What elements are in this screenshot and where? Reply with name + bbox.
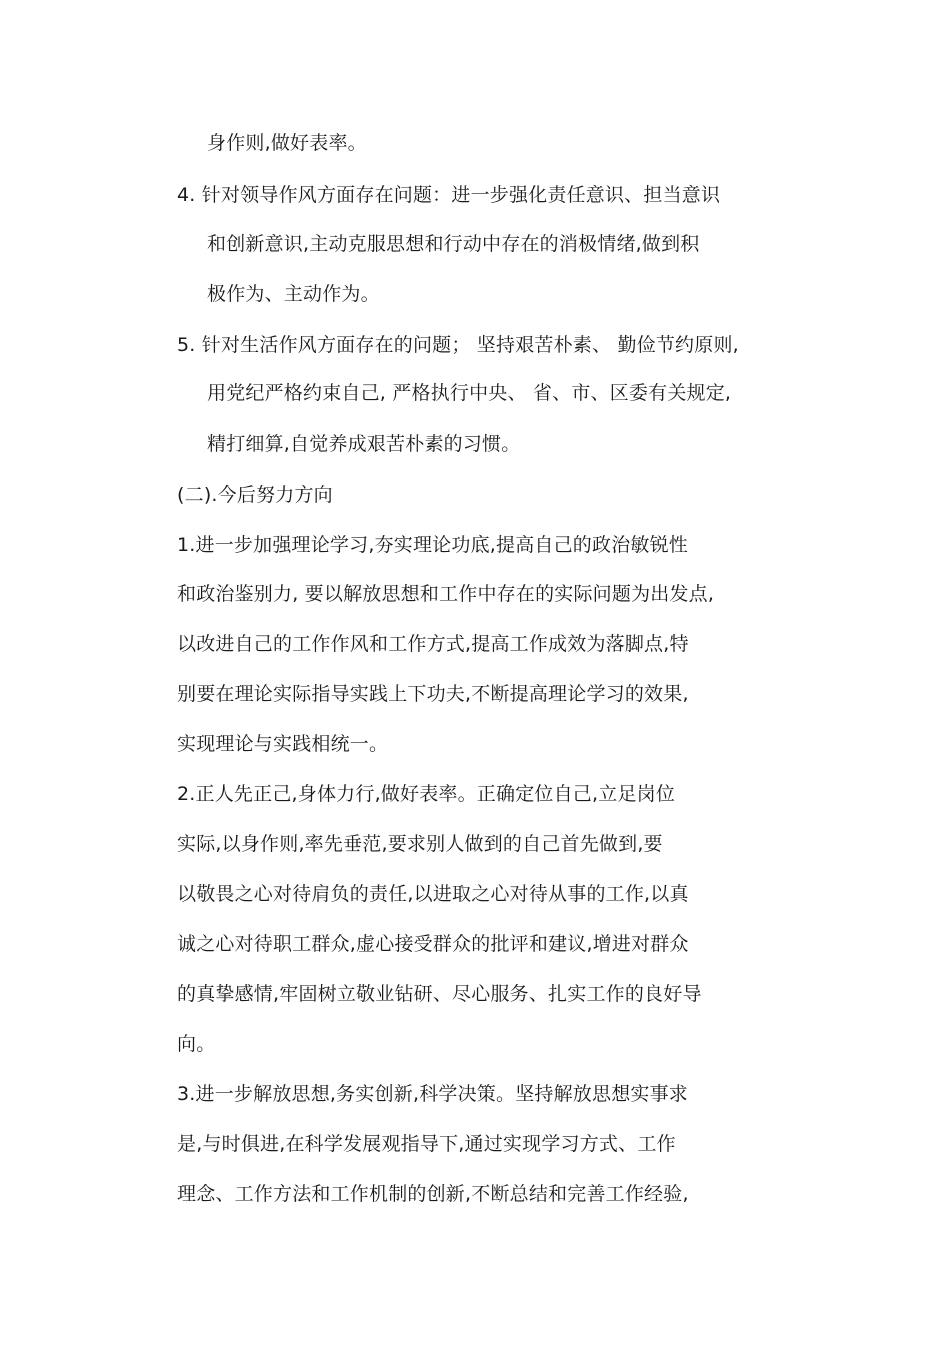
text-line: 1.进一步加强理论学习,夯实理论功底,提高自己的政治敏锐性 [177,534,689,556]
text-line: 以改进自己的工作作风和工作方式,提高工作成效为落脚点,特 [177,633,689,655]
text-line: 3.进一步解放思想,务实创新,科学决策。坚持解放思想实事求 [177,1083,689,1105]
text-line: 向。 [177,1033,216,1055]
text-line: 实际,以身作则,率先垂范,要求别人做到的自己首先做到,要 [177,833,663,855]
text-line: 别要在理论实际指导实践上下功夫,不断提高理论学习的效果, [177,683,689,705]
text-line: 和政治鉴别力, 要以解放思想和工作中存在的实际问题为出发点, [177,583,715,605]
list-item-5: 5. 针对生活作风方面存在的问题； 坚持艰苦朴素、 勤俭节约原则, [177,334,739,356]
text-line: 实现理论与实践相统一。 [177,733,389,755]
text-line: 的真挚感情,牢固树立敬业钻研、尽心服务、扎实工作的良好导 [177,983,702,1005]
text-line: 理念、工作方法和工作机制的创新,不断总结和完善工作经验, [177,1183,689,1205]
text-line: 用党纪严格约束自己, 严格执行中央、 省、市、区委有关规定, [207,382,732,404]
text-line: 2.正人先正己,身体力行,做好表率。正确定位自己,立足岗位 [177,783,676,805]
text-line: 以敬畏之心对待肩负的责任,以进取之心对待从事的工作,以真 [177,883,689,905]
text-line: 和创新意识,主动克服思想和行动中存在的消极情绪,做到积 [207,233,700,255]
text-line: 身作则,做好表率。 [207,132,367,154]
text-line: 诚之心对待职工群众,虚心接受群众的批评和建议,增进对群众 [177,933,689,955]
text-line: 极作为、主动作为。 [207,283,380,305]
section-heading: (二).今后努力方向 [177,484,333,506]
text-line: 精打细算,自觉养成艰苦朴素的习惯。 [207,433,521,455]
text-line: 是,与时俱进,在科学发展观指导下,通过实现学习方式、工作 [177,1133,676,1155]
list-item-4: 4. 针对领导作风方面存在问题：进一步强化责任意识、担当意识 [177,184,721,206]
